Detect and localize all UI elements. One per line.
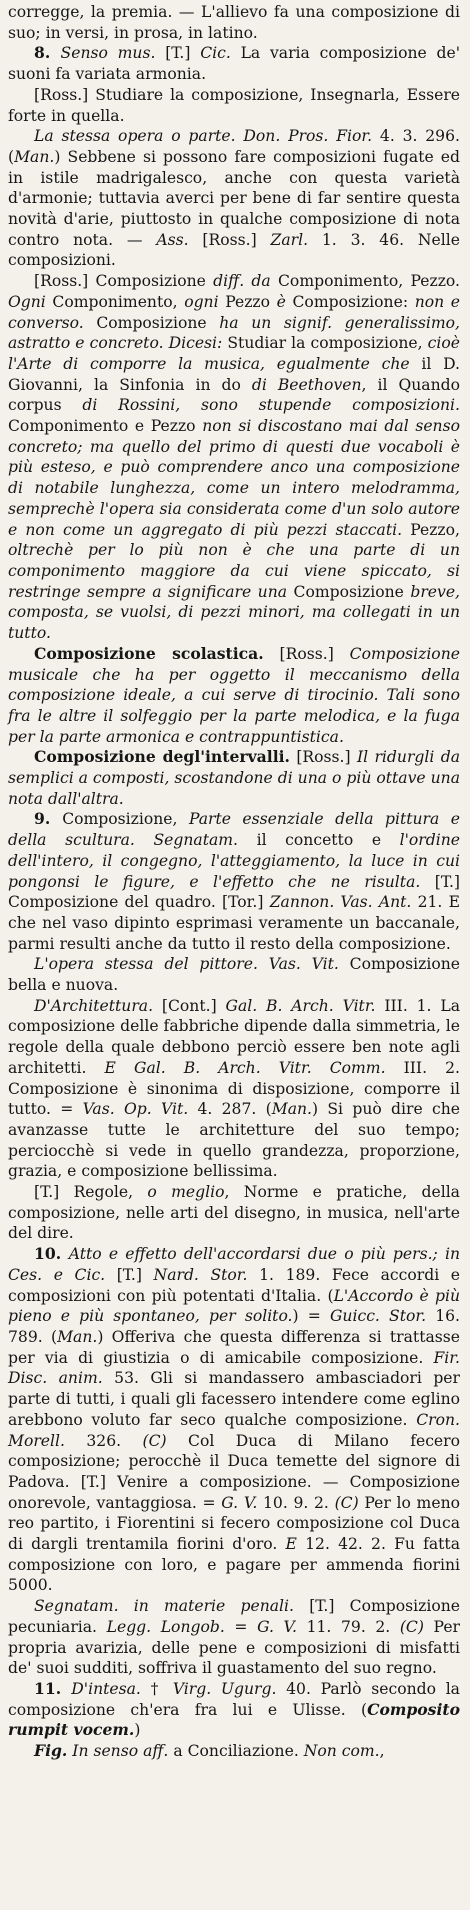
text-run: Non com.	[303, 1742, 380, 1761]
text-run: Composizione:	[285, 292, 415, 311]
text-run: D'Architettura.	[34, 996, 154, 1015]
text-run: (C)	[142, 1431, 167, 1450]
text-run: corregge, la premia. — L'allievo fa una composizione di suo; in versi, in prosa, in latino.	[8, 3, 460, 42]
entry-paragraph	[8, 1182, 460, 1244]
text-run: Composizione musicale che ha per oggetto il meccanismo della composizione ideale, a cui serve di tirocinio. Tali sono fra le altre il solfeggio per la parte melodica, e la fuga per la parte armonica e contrappuntistica.	[8, 644, 460, 746]
text-run: Composito rumpit vocem.	[8, 1699, 460, 1740]
text-run: ) =	[292, 1307, 330, 1326]
text-run: Componimento, Pezzo.	[270, 272, 460, 291]
text-run: di Beethoven	[251, 375, 362, 394]
entry-sense-10	[8, 1244, 460, 1596]
text-run: Cron. Morell.	[8, 1410, 460, 1450]
text-run: [Ross.]	[289, 748, 357, 767]
text-run: l'ordine dell'intero, il congegno, l'atteggiamento, la luce in cui pongonsi le figure, e l'effetto che ne risulta.	[8, 831, 460, 891]
entry-sense-8	[8, 43, 460, 84]
text-run: 4. 287. (	[188, 1100, 272, 1119]
text-run: breve, composta, se vuolsi, di pezzi minori, ma collegati in un tutto.	[8, 582, 461, 643]
entry-paragraph	[8, 954, 460, 995]
text-run: diff. da	[213, 272, 271, 291]
entry-paragraph	[8, 1741, 460, 1762]
text-run: Col Duca di Milano fecero composizione; perocchè il Duca temette del signore di Padova. [T.] Venire a composizione. — Composizione onorevole, vantaggiosa. =	[8, 1431, 460, 1512]
text-run: il D. Giovanni, la Sinfonia in do	[8, 354, 460, 394]
text-run: Per lo meno reo partito, i Fiorentini si fecero composizione col Duca di dargli trentamila fiorini d'oro.	[8, 1493, 461, 1554]
text-run: 326.	[64, 1431, 143, 1450]
text-run: ha un signif. generalissimo, astratto e concreto. Dicesi:	[8, 313, 460, 353]
text-run: D'intesa.	[71, 1679, 141, 1698]
text-run: [T.] Composizione del quadro. [Tor.]	[8, 872, 460, 912]
text-run: cioè l'	[8, 334, 460, 373]
text-run: )	[134, 1721, 141, 1740]
entry-paragraph	[8, 126, 460, 271]
text-run: III. 1. La composizione delle fabbriche dipende dalla simmetria, le regole della quale debbono perciò essere ben note agli architetti.	[8, 996, 460, 1077]
text-run: Fig.	[34, 1741, 68, 1761]
text-run: , il Quando corpus	[8, 375, 460, 415]
text-run: Pezzo	[218, 292, 277, 311]
text-run: Pezzo,	[402, 520, 460, 539]
text-run: L'opera stessa del pittore. Vas. Vit.	[34, 955, 339, 974]
entry-sense-11	[8, 1679, 460, 1741]
text-run: ) Sebbene si possono fare composizioni fugate ed in istile madrigalesco, anche con questa varietà d'armonie; tuttavia averci per bene di far sentire questa novità d'arie, piuttosto in qualche composizione di nota contro nota. —	[8, 147, 460, 249]
text-run: Virg. Ugurg.	[172, 1679, 277, 1698]
text-run: Nard. Stor.	[153, 1265, 248, 1284]
text-run: è	[276, 292, 286, 311]
text-run: ) Si può dire che avanzasse tutte le architetture del suo tempo; perciocchè si vede in quello grandezza, proporzione, grazia, e composizione bellissima.	[8, 1100, 460, 1181]
text-run: III. 2. Composizione è sinonima di disposizione, comporre il tutto. =	[8, 1058, 460, 1119]
text-run: [T.] Composizione pecuniaria.	[8, 1597, 460, 1636]
text-run: [Ross.] Composizione	[34, 272, 214, 291]
text-run: La stessa opera o parte. Don. Pros. Fior.	[34, 127, 373, 146]
text-run: a Conciliazione.	[168, 1742, 304, 1761]
text-run: o meglio	[147, 1183, 225, 1202]
text-run: Composizione	[287, 582, 411, 601]
text-run: [T.]	[155, 44, 201, 63]
text-run: 1. 189. Fece accordi e composizioni con più potentati d'Italia. (	[8, 1265, 461, 1305]
entry-subhead-composizione-scolastica	[8, 644, 460, 748]
text-run: egualmente che	[276, 354, 410, 373]
text-run: ,	[379, 1742, 385, 1761]
text-run: 9.	[34, 809, 63, 829]
text-run: 40. Parlò secondo la composizione ch'era fra lui e Ulisse. (	[8, 1679, 460, 1719]
text-run: Per propria avarizia, delle pene e composizioni di misfatti de' suoi sudditi, soffriva il guastamento del suo regno.	[8, 1617, 461, 1678]
text-run: Senso mus.	[60, 44, 156, 63]
text-run: 11.	[34, 1678, 72, 1698]
text-run: 12. 42. 2. Fu fatta composizione con loro, e pagare per ammenda fiorini 5000.	[8, 1535, 460, 1595]
text-run: Vas. Op. Vit.	[82, 1100, 189, 1119]
text-run: Componimento,	[45, 292, 185, 311]
text-run: G. V.	[221, 1493, 258, 1512]
text-run: ogni	[184, 292, 219, 311]
text-run: Fir. Disc. anim.	[8, 1348, 460, 1388]
text-run: E	[285, 1535, 297, 1554]
text-run: Composizione degl'intervalli.	[34, 747, 290, 767]
text-run: Atto e effetto dell'accordarsi due o più pers.; in Ces. e Cic.	[8, 1245, 460, 1284]
text-run: Ogni	[8, 292, 46, 311]
text-run: =	[224, 1617, 258, 1636]
text-run: non si discostano mai dal senso concreto; ma quello del primo di questi due vocaboli è più esteso, e può comprendere anco una composizione di notabile lunghezza, come un intero melodramma, semprechè l'opera sia considerata come d'un solo autore e non come un aggregato di più pezzi staccati.	[8, 417, 460, 539]
text-run: Gal. B. Arch. Vitr.	[225, 996, 376, 1015]
text-run: †	[140, 1679, 173, 1698]
text-run: La varia composizione de' suoni fa variata armonia.	[8, 44, 460, 84]
text-run: Man.	[271, 1100, 312, 1119]
text-run: oltrechè per lo più non è che una parte di un componimento maggiore da cui viene spiccato, si restringe sempre a significare una	[8, 541, 460, 601]
entry-subhead-composizione-intervalli	[8, 747, 460, 809]
text-run: Composizione	[83, 313, 220, 332]
entry-paragraph	[8, 996, 460, 1182]
text-run: Composizione bella e nuova.	[8, 955, 460, 995]
text-run: non e converso.	[8, 292, 460, 332]
entry-sense-9	[8, 809, 460, 954]
text-run: 1. 3. 46. Nelle composizioni.	[8, 230, 460, 270]
entry-paragraph	[8, 2, 460, 43]
text-run: Composizione scolastica.	[34, 643, 264, 663]
text-run: Man.	[14, 147, 55, 166]
text-run: 10. 9. 2.	[257, 1493, 335, 1512]
text-run: Composizione,	[62, 810, 189, 829]
text-run: Studiar la composizione,	[222, 334, 428, 353]
text-run: [T.] Regole,	[34, 1183, 148, 1202]
text-run: Man.	[57, 1328, 98, 1346]
text-run: Segnatam. in materie penali.	[34, 1597, 294, 1616]
text-run: (C)	[334, 1493, 359, 1512]
text-run: Parte essenziale della pittura e della scultura. Segnatam.	[8, 810, 460, 850]
text-run: 21. E che nel vaso dipinto esprimasi veramente un baccanale, parmi resulti anche da tutto il resto della composizione.	[8, 893, 460, 953]
text-run: Cic.	[200, 44, 231, 63]
text-run: (C)	[399, 1617, 424, 1636]
text-run: [Cont.]	[153, 996, 226, 1015]
entry-paragraph	[8, 85, 460, 126]
text-run: 16. 789. (	[8, 1307, 460, 1346]
text-run: 10.	[34, 1244, 69, 1264]
text-run: Zarl.	[270, 230, 309, 249]
entry-paragraph	[8, 1596, 460, 1679]
text-run: il concetto e	[238, 831, 400, 850]
text-run: Ass.	[156, 230, 189, 249]
text-run: ) Offeriva che questa differenza si trattasse per via di giustizia o di amicabile composizione.	[8, 1328, 460, 1367]
text-run: 53. Gli si mandassero ambasciadori per parte di tutti, i quali gli facessero intendere come eglino arebbono voluto far seco qualche composizione.	[8, 1369, 460, 1429]
text-run: [Ross.]	[263, 644, 350, 663]
text-run: Arte di comporre la musica,	[17, 354, 277, 373]
text-run: 8.	[34, 43, 61, 63]
text-run: 4. 3. 296. (	[8, 127, 460, 166]
text-run: G. V.	[257, 1617, 297, 1636]
text-run: Componimento e Pezzo	[8, 417, 203, 436]
text-run: E Gal. B. Arch. Vitr. Comm.	[104, 1058, 386, 1077]
text-run: [Ross.]	[188, 230, 271, 249]
text-run: In senso aff.	[72, 1742, 169, 1761]
text-run: Legg. Longob.	[106, 1617, 225, 1636]
text-run: Zannon. Vas. Ant.	[269, 893, 412, 912]
text-run: L'Accordo è più pieno e più spontaneo, per solito.	[8, 1286, 460, 1326]
entry-paragraph	[8, 271, 460, 644]
text-run: Il ridurgli da semplici a composti, scostandone di una o più ottave una nota dall'altra.	[8, 748, 460, 808]
text-run: 11. 79. 2.	[297, 1617, 400, 1636]
text-run: Guicc. Stor.	[329, 1307, 427, 1326]
text-run: [T.]	[105, 1265, 154, 1284]
text-run: [Ross.] Studiare la composizione, Insegnarla, Essere forte in quella.	[8, 85, 460, 125]
text-run: , Norme e pratiche, della composizione, nelle arti del disegno, in musica, nell'arte del dire.	[8, 1183, 460, 1243]
text-run: di Rossini, sono stupende composizioni.	[82, 396, 461, 415]
